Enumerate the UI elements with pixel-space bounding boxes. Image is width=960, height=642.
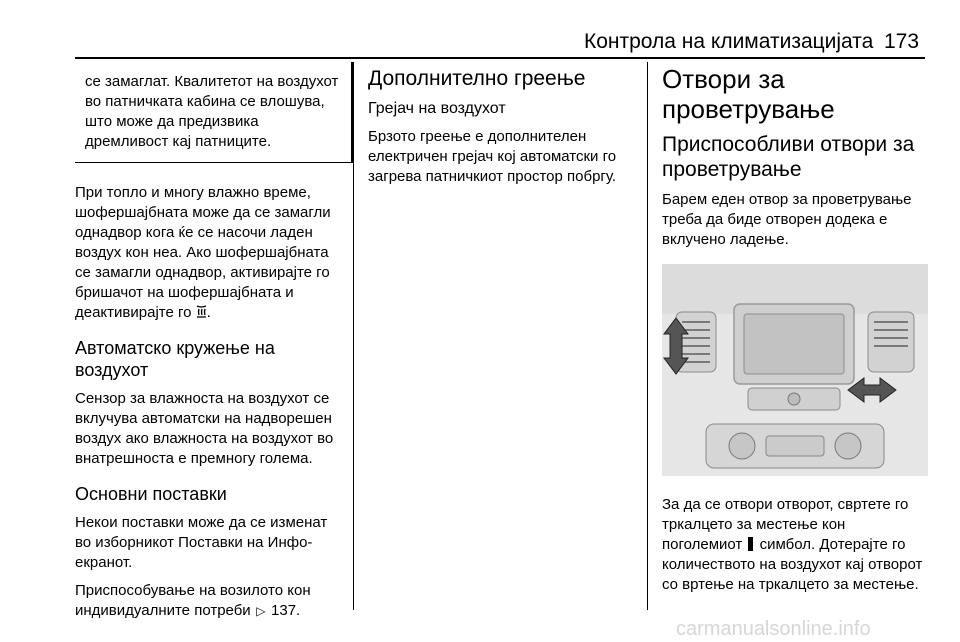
header-rule [75, 57, 925, 59]
air-vent-illustration [662, 264, 928, 476]
page-reference[interactable]: 137. [271, 602, 301, 619]
column-3 [662, 62, 928, 595]
section-heading: Автоматско кружење на воздухот [75, 338, 275, 380]
watermark: carmanualsonline.info [676, 618, 871, 640]
column-1 [75, 62, 341, 621]
subsection-heading: Грејач на воздухот [368, 100, 506, 117]
section-heading: Основни поставки [75, 484, 227, 504]
paragraph [75, 581, 341, 621]
paragraph-text-end: . [206, 304, 211, 321]
column-divider [353, 62, 354, 610]
column-2 [368, 62, 634, 187]
paragraph: Сензор за влажноста на воздухот се вклучува автоматски на надворешен воздух ако влажноста на воздухот во внатрешноста е премногу голема. [75, 390, 334, 467]
page-reference-icon: ▷ [256, 604, 266, 618]
running-header-title: Контрола на климатизацијата [584, 30, 874, 53]
large-thumbwheel-symbol-icon [748, 537, 753, 551]
note-box: се замаглат. Квалитетот на воздухот во патничката кабина се влошува, што може да предизвика дремливост кај патниците. [75, 62, 353, 163]
paragraph-text: При топло и многу влажно време, шофершајбната може да се замагли однадвор кога ќе се насочи ладен воздух кон неа. Ако шофершајбната се замагли однадвор, активирајте го бришачот на шофершајбната и деактивирајте го [75, 184, 331, 321]
hazard-button [788, 393, 800, 405]
display-screen [744, 314, 844, 374]
paragraph [75, 183, 341, 323]
paragraph-text: симбол. Дотерајте го количеството на воздухот кај отворот со вртење на тркалцето за местење. [662, 536, 923, 593]
paragraph: Брзото греење е дополнителен електричен грејач кој автоматски го загрева патничкиот простор побргу. [368, 128, 617, 185]
rear-window-defrost-icon [196, 305, 207, 318]
paragraph-text: Приспособување на возилото кон индивидуалните потреби [75, 582, 311, 619]
paragraph-text: За да се отвори отворот, свртете го тркалцето за местење кон поголемиот [662, 496, 909, 553]
paragraph: Барем еден отвор за проветрување треба да биде отворен додека е вклучено ладење. [662, 191, 912, 248]
temperature-knob-right [835, 433, 861, 459]
column-divider [647, 62, 648, 610]
paragraph [662, 495, 928, 595]
chapter-heading: Отвори за проветрување [662, 64, 835, 124]
temperature-knob-left [729, 433, 755, 459]
section-heading: Приспособливи отвори за проветрување [662, 133, 915, 181]
page-number: 173 [884, 30, 920, 53]
section-heading: Дополнително греење [368, 67, 586, 90]
paragraph: Некои поставки може да се изменат во изборникот Поставки на Инфо-екранот. [75, 514, 328, 571]
